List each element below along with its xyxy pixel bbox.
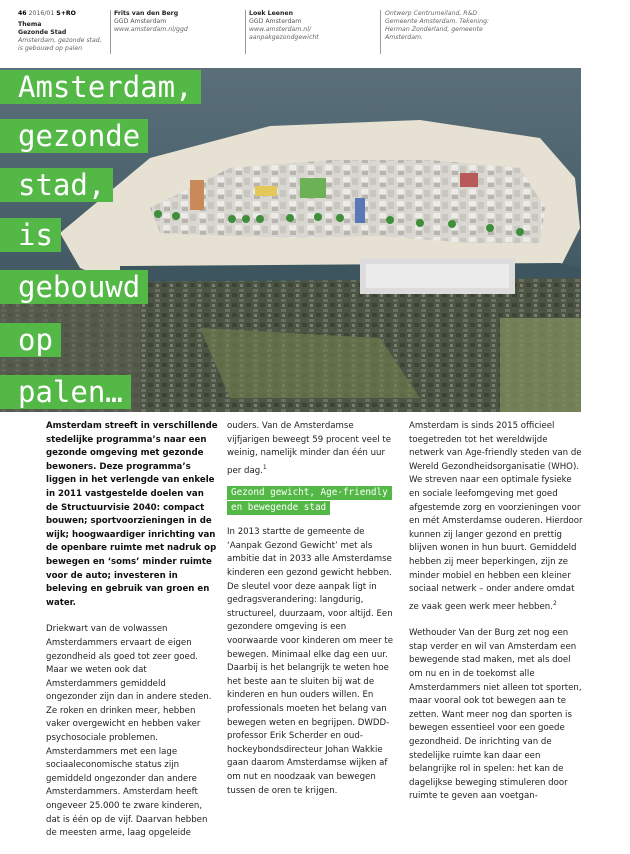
author2-name: Loek Leenen [249,10,294,17]
section-label: Thema [18,21,42,28]
body-text: Amsterdam is sinds 2015 officieel toegetreden tot het wereldwijde netwerk van Age-friendly steden van de Wereld Gezondheidsorganisatie (WHO). We streven naar een optimale fysieke en sociale leefomgeving met goed afgestemde zorg en voorzieningen voor en mét Amsterdamse ouderen. Hierdoor kunnen zij langer gezond en prettig blijven wonen in hun buurt. Gemiddeld hebben zij meer beperkingen, zijn ze minder mobiel en hebben een kleiner sociaal netwerk – onder andere omdat ze vaak geen werk meer hebben. [409,421,583,612]
building [355,198,365,223]
header-section-info [18,10,108,53]
footnote-ref: 1 [262,463,267,471]
title-line-4: is [0,218,61,252]
author-block-2 [249,10,374,42]
issue-date: 2016/01 [28,10,55,17]
title-line-7: palen… [0,375,131,409]
lead-paragraph: Amsterdam streeft in verschillende stedelijke programma’s naar een gezonde omgeving met gezonde bewoners. Deze programma’s liggen in het verlengde van enkele in 2011 vastgestelde doelen van de Structuurvisie 2040: compact bouwen; sportvoorzieningen in de wijk; hoogwaardiger inrichting van de openbare ruimte met nadruk op bewegen en ‘soms’ minder ruimte voor de auto; investeren in beleving en gebruik van groen en water. [46,421,218,608]
body-text: ouders. Van de Amsterdamse vijfjarigen beweegt 59 procent veel te weinig, namelijk minder dan één uur per dag. [227,421,392,476]
text-column-1 [46,420,218,854]
green-roof [300,178,326,198]
building [255,186,277,196]
author-block-1 [114,10,239,34]
magazine-name: S+RO [56,10,76,17]
body-paragraph [409,420,583,614]
header-divider [245,10,246,54]
building [190,180,204,210]
image-caption: Ontwerp Centrumeiland, R&D Gemeente Amsterdam. Tekening: Herman Zonderland, gemeente Amsterdam. [385,10,490,41]
park [500,318,581,412]
header-divider [380,10,381,54]
title-line-3: stad, [0,168,113,202]
title-line-6: op [0,323,61,357]
building [460,173,478,187]
text-column-3 [409,420,583,817]
page-number: 46 [18,10,27,17]
section-description: Amsterdam, gezonde stad, is gebouwd op palen [18,37,102,52]
section-title: Gezonde Stad [18,29,67,36]
title-line-2: gezonde [0,119,148,153]
body-paragraph: Wethouder Van der Burg zet nog een stap verder en wil van Amsterdam een bewegende stad maken, met als doel om nu en in de toekomst alle Amsterdammers niet alleen tot sporten, maar vooral ook tot bewegen aan te zetten. Want meer nog dan sporten is bewegen essentieel voor een goede gezondheid. De inrichting van de stedelijke ruimte kan daar een belangrijke rol in spelen: het kan de dagelijkse beweging stimuleren door ruimte te geven aan voetgan- [409,628,582,802]
author1-org: GGD Amsterdam [114,18,167,25]
body-paragraph [227,420,399,478]
subheading-line-2: en bewegende stad [227,501,330,515]
author1-name: Frits van den Berg [114,10,179,17]
header-divider [110,10,111,54]
title-line-1: Amsterdam, [0,70,201,104]
subheading [227,486,399,516]
title-line-5: gebouwd [0,270,148,304]
author2-org: GGD Amsterdam [249,18,302,25]
author2-web: www.amsterdam.nl/ aanpakgezondgewicht [249,26,319,41]
body-paragraph: In 2013 startte de gemeente de ‘Aanpak Gezond Gewicht’ met als ambitie dat in 2033 alle Amsterdamse kinderen een gezond gewicht hebben. De sleutel voor deze aanpak ligt in gedragsverandering: langdurig, structureel, duurzaam, voor altijd. Een gezondere omgeving is een voorwaarde voor kinderen om meer te bewegen. Minimaal elke dag een uur. Daarbij is het belangrijk te weten hoe het beste aan te sluiten bij wat de kinderen en hun ouders willen. En professionals moeten het belang van bewegen weten en begrijpen. DWDD-professor Erik Scherder en oud-hockeybondsdirecteur Johan Wakkie gaan daarom Amsterdamse wijken af om nut en noodzaak van bewegen tussen de oren te krijgen. [227,527,394,796]
page-header [0,10,630,68]
text-column-2 [227,420,399,811]
footnote-ref: 2 [552,599,557,607]
apartment-facade [366,264,509,288]
subheading-line-1: Gezond gewicht, Age-friendly [227,486,392,500]
body-paragraph: Driekwart van de volwassen Amsterdammers ervaart de eigen gezondheid als goed tot zeer goed. Maar we weten ook dat Amsterdammers gemiddeld ongezonder zijn dan in andere steden. Ze roken en drinken meer, hebben vaker overgewicht en hebben vaker psychosociale problemen. Amsterdammers met een lage sociaaleconomische status zijn gemiddeld ongezonder dan andere Amsterdammers. Amsterdam heeft ongeveer 25.000 te zware kinderen, dat is één op de vijf. Daarvan hebben de meesten arme, laag opgeleide [46,624,212,839]
author1-web: www.amsterdam.nl/ggd [114,26,188,33]
